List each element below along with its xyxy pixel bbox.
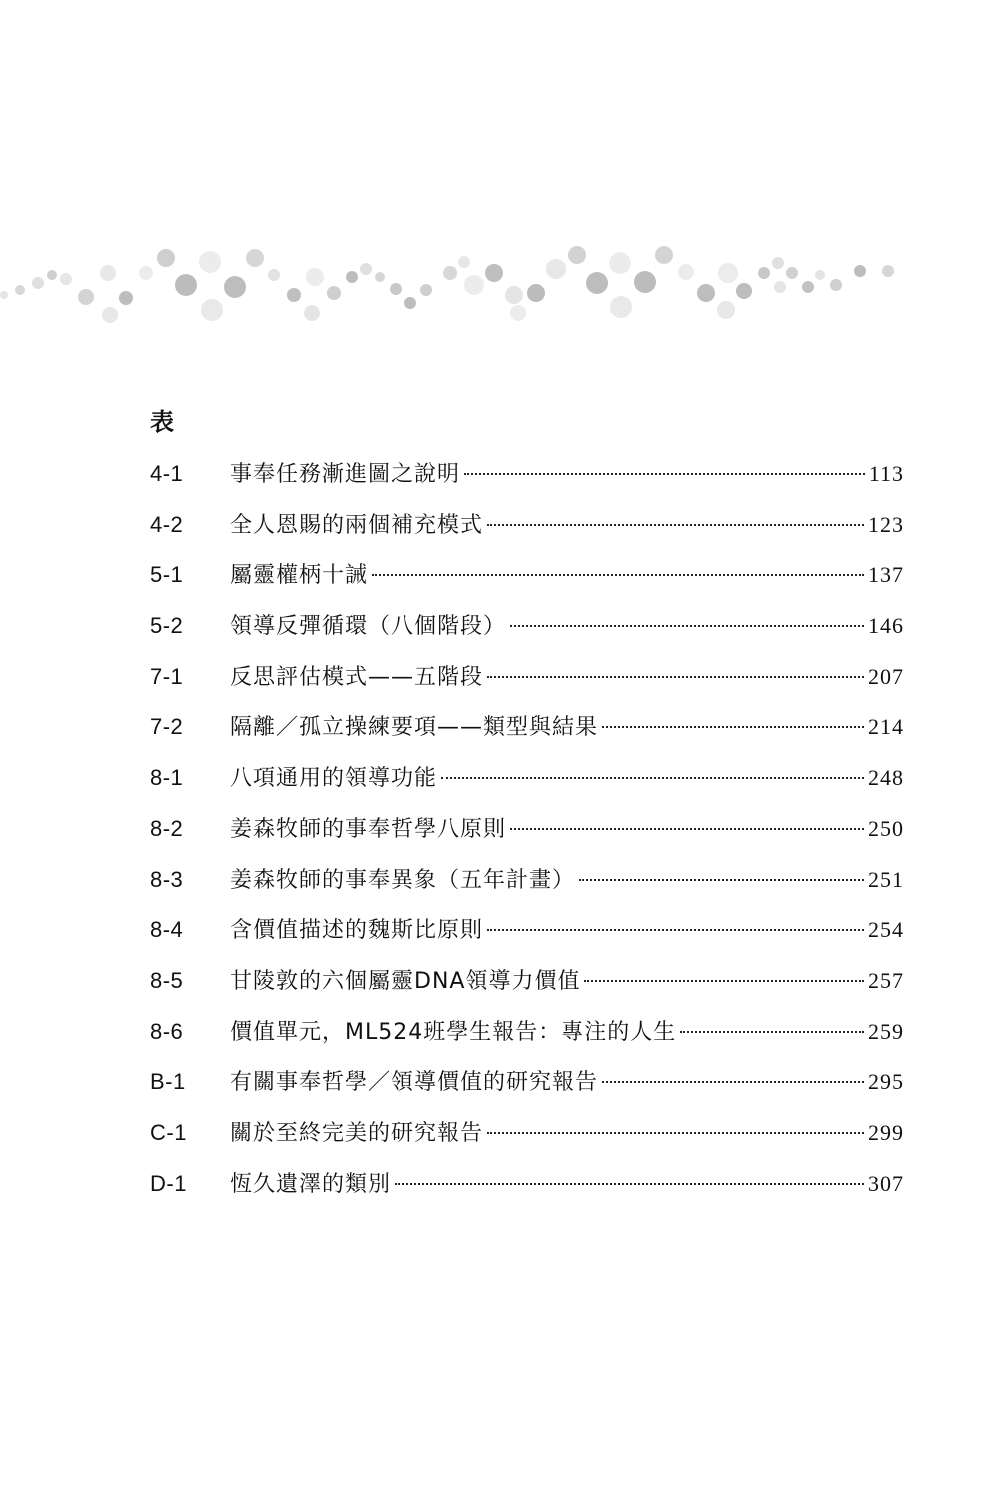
toc-entry[interactable] bbox=[150, 862, 904, 913]
entry-title: 恆久遺澤的類別 bbox=[230, 1171, 392, 1197]
entry-page-number: 307 bbox=[868, 1170, 904, 1196]
dot-leader bbox=[510, 828, 864, 830]
entry-number: 4-2 bbox=[150, 511, 184, 537]
toc-entry[interactable] bbox=[150, 1115, 904, 1166]
entry-number: 5-1 bbox=[150, 562, 184, 588]
dot-leader bbox=[602, 726, 864, 728]
toc-entry[interactable] bbox=[150, 760, 904, 811]
decorative-dot-border bbox=[0, 235, 1000, 335]
toc-entry[interactable] bbox=[150, 659, 904, 710]
entry-page-number: 113 bbox=[868, 461, 904, 486]
entry-page-number: 214 bbox=[868, 714, 904, 740]
dot-leader bbox=[395, 1183, 864, 1185]
entry-page-number: 251 bbox=[868, 866, 904, 892]
dot-leader bbox=[464, 473, 865, 475]
dot-leader bbox=[602, 1081, 864, 1083]
table-of-contents bbox=[150, 456, 904, 1216]
entry-page-number: 207 bbox=[868, 663, 904, 689]
toc-entry[interactable] bbox=[150, 912, 904, 963]
entry-title: 領導反彈循環（八個階段） bbox=[230, 614, 507, 640]
entry-page-number: 250 bbox=[868, 815, 904, 841]
entry-number: B-1 bbox=[150, 1069, 186, 1095]
entry-title: 價值單元，ML524班學生報告：專注的人生 bbox=[230, 1019, 677, 1045]
entry-number: 4-1 bbox=[150, 461, 184, 486]
entry-title: 屬靈權柄十誡 bbox=[230, 563, 369, 589]
entry-number: 5-2 bbox=[150, 613, 184, 639]
entry-number: 7-1 bbox=[150, 663, 184, 689]
entry-page-number: 137 bbox=[868, 562, 904, 588]
entry-page-number: 259 bbox=[868, 1018, 904, 1044]
toc-entry[interactable] bbox=[150, 709, 904, 760]
entry-page-number: 257 bbox=[868, 967, 904, 993]
entry-page-number: 146 bbox=[868, 613, 904, 639]
entry-number: 7-2 bbox=[150, 714, 184, 740]
dot-row bbox=[0, 246, 894, 323]
toc-entry[interactable] bbox=[150, 963, 904, 1014]
toc-entry[interactable] bbox=[150, 811, 904, 862]
entry-title: 反思評估模式——五階段 bbox=[230, 664, 484, 690]
entry-number: 8-5 bbox=[150, 967, 184, 993]
toc-entry[interactable] bbox=[150, 456, 904, 507]
dot-leader bbox=[487, 676, 864, 678]
entry-number: 8-6 bbox=[150, 1018, 184, 1044]
entry-title: 全人恩賜的兩個補充模式 bbox=[230, 512, 484, 538]
toc-entry[interactable] bbox=[150, 1014, 904, 1065]
entry-number: 8-1 bbox=[150, 765, 184, 791]
dot-leader bbox=[487, 524, 864, 526]
entry-title: 姜森牧師的事奉哲學八原則 bbox=[230, 816, 507, 842]
entry-number: 8-3 bbox=[150, 866, 184, 892]
toc-entry[interactable] bbox=[150, 1064, 904, 1115]
dot-leader bbox=[584, 980, 864, 982]
toc-entry[interactable] bbox=[150, 557, 904, 608]
entry-title: 事奉任務漸進圖之說明 bbox=[230, 462, 461, 487]
entry-title: 關於至終完美的研究報告 bbox=[230, 1120, 484, 1146]
section-title: 表 bbox=[150, 408, 174, 436]
dot-leader bbox=[680, 1031, 864, 1033]
toc-entry[interactable] bbox=[150, 608, 904, 659]
dot-leader bbox=[579, 879, 864, 881]
toc-entry[interactable] bbox=[150, 507, 904, 558]
entry-page-number: 123 bbox=[868, 511, 904, 537]
entry-page-number: 248 bbox=[868, 765, 904, 791]
entry-number: C-1 bbox=[150, 1119, 187, 1145]
entry-page-number: 295 bbox=[868, 1069, 904, 1095]
entry-title: 八項通用的領導功能 bbox=[230, 766, 438, 792]
entry-title: 含價值描述的魏斯比原則 bbox=[230, 918, 484, 944]
toc-entry[interactable] bbox=[150, 1166, 904, 1217]
entry-title: 有關事奉哲學／領導價值的研究報告 bbox=[230, 1070, 599, 1096]
entry-title: 姜森牧師的事奉異象（五年計畫） bbox=[230, 867, 576, 893]
entry-page-number: 254 bbox=[868, 917, 904, 943]
dot-leader bbox=[510, 625, 864, 627]
entry-number: 8-4 bbox=[150, 917, 184, 943]
entry-title: 隔離／孤立操練要項——類型與結果 bbox=[230, 715, 599, 741]
entry-number: D-1 bbox=[150, 1170, 187, 1196]
dot-leader bbox=[372, 574, 864, 576]
entry-number: 8-2 bbox=[150, 815, 184, 841]
dot-leader bbox=[487, 1132, 864, 1134]
entry-page-number: 299 bbox=[868, 1119, 904, 1145]
dot-leader bbox=[441, 777, 864, 779]
entry-title: 甘陵敦的六個屬靈DNA領導力價值 bbox=[230, 968, 581, 994]
dot-leader bbox=[487, 929, 864, 931]
